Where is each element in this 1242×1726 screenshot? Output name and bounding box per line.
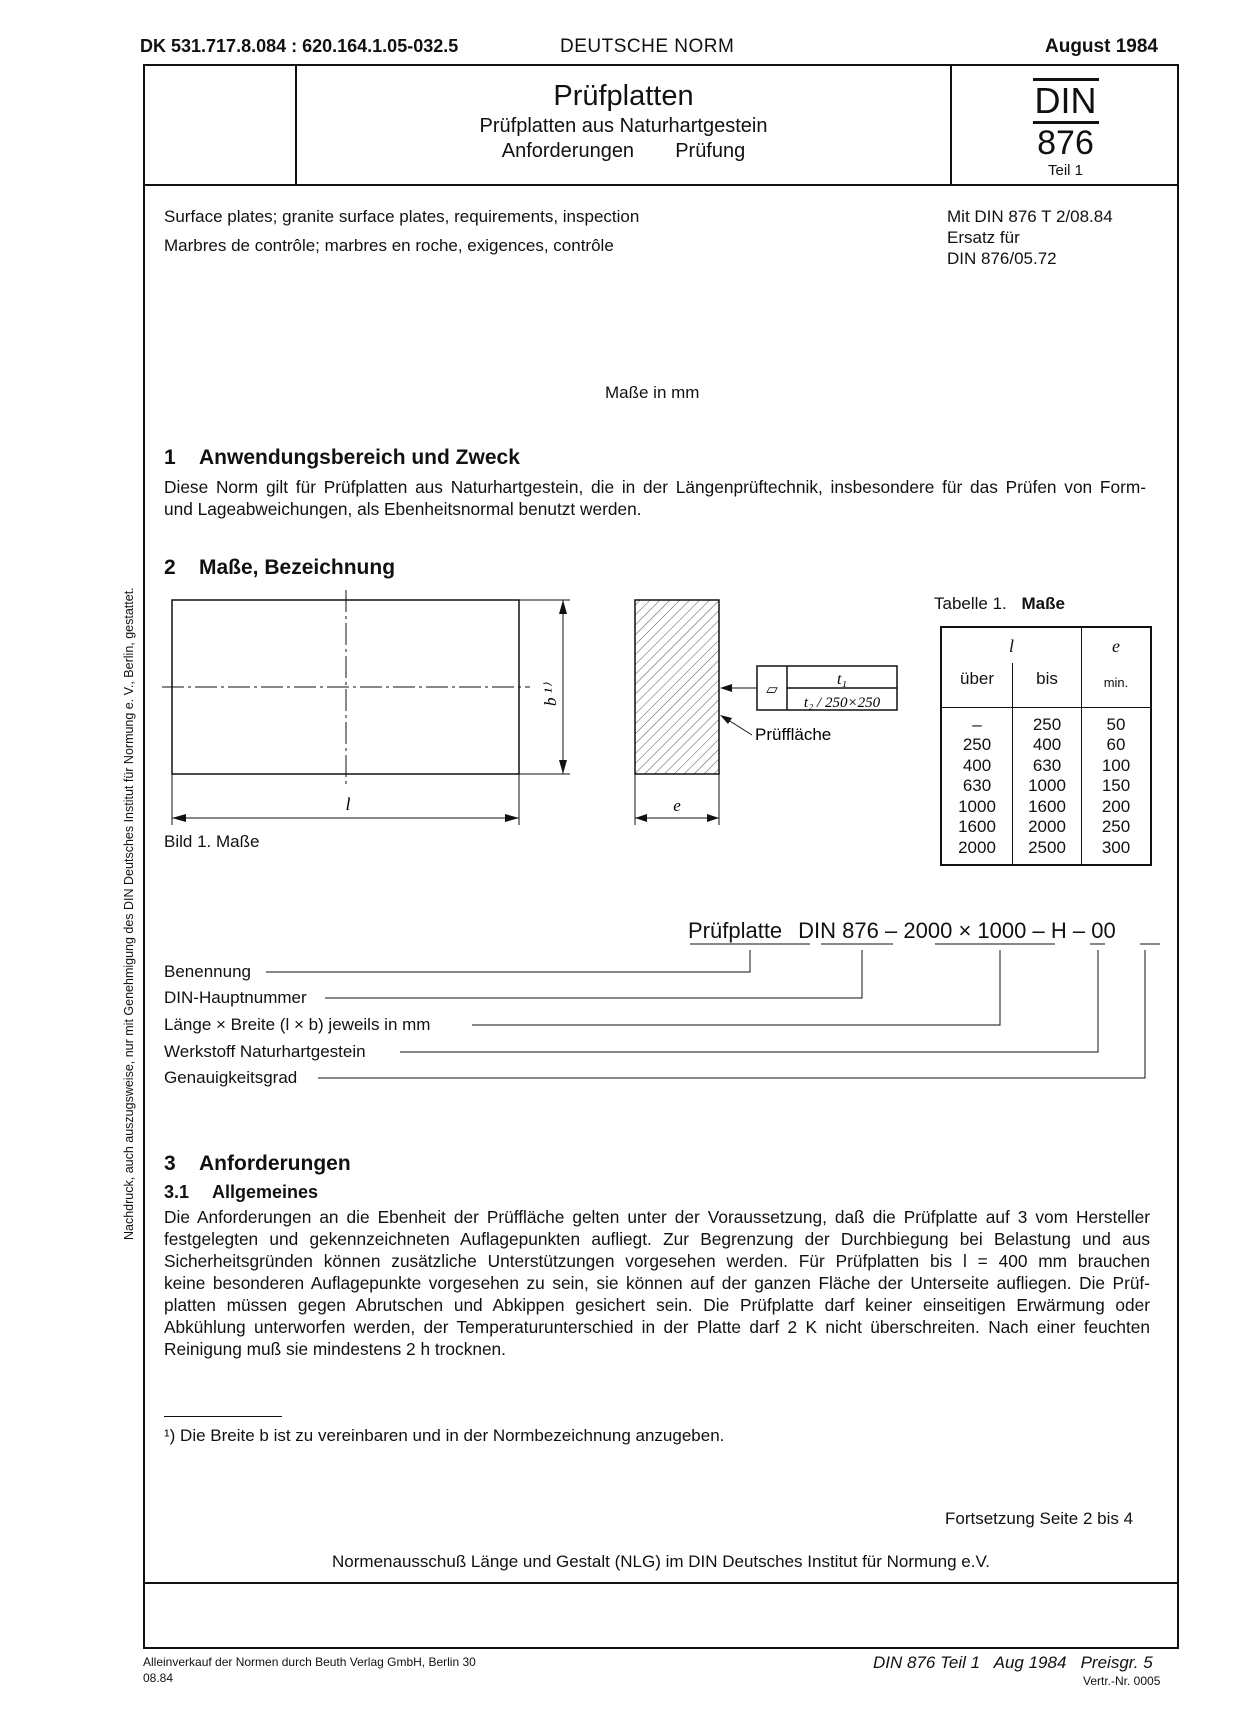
section-1-line-1: Diese Norm gilt für Prüfplatten aus Naturhartgestein, die in der Längenprüftechnik, insbesondere für das Prüfen von Form-	[164, 477, 1146, 497]
figure-1-caption: Bild 1. Maße	[164, 832, 260, 851]
footer-divider	[143, 1582, 1179, 1584]
table-head-e: e	[1082, 627, 1152, 663]
table-head-to: bis	[1013, 663, 1082, 707]
doc-title: Prüfplatten	[553, 80, 694, 112]
label-designation-name: Benennung	[164, 962, 251, 981]
dk-number: DK 531.717.8.084 : 620.164.1.05-032.5	[140, 36, 459, 56]
plate-section-view	[635, 600, 719, 774]
section-2-number: 2	[164, 556, 176, 579]
section-3-line-6: Abkühlung unterworfen werden, der Temperaturunterschied in der Platte darf 2 K nicht überschreiten. Nach einer feuchten	[164, 1317, 1150, 1337]
width-label: b ¹⁾	[541, 683, 560, 707]
replacement-ref: DIN 876/05.72	[947, 249, 1057, 268]
section-3-1-number: 3.1	[164, 1182, 190, 1202]
continuation-note: Fortsetzung Seite 2 bis 4	[945, 1509, 1134, 1528]
section-1-line-2: und Lageabweichungen, als Ebenheitsnormal benutzt werden.	[164, 499, 642, 519]
title-block	[297, 80, 950, 163]
designation-din: DIN 876	[798, 918, 879, 943]
replacement-label: Ersatz für	[947, 228, 1020, 247]
issue-date: August 1984	[1045, 36, 1158, 57]
doc-subtitle-2	[297, 140, 950, 163]
flatness-icon: ▱	[766, 681, 778, 698]
table-head-over: über	[959, 669, 995, 688]
deutsche-norm: DEUTSCHE NORM	[560, 36, 735, 57]
section-3-line-3: Sicherheitsgründen können zusätzliche Unterstützungen vorgesehen werden. Für Prüfplatten bis l = 400 mm brauchen	[164, 1251, 1150, 1271]
din-block	[952, 78, 1179, 179]
label-length-width: Länge × Breite (l × b) jeweils in mm	[164, 1015, 431, 1034]
table-1-dimensions	[940, 626, 1152, 866]
section-2-title: Maße, Bezeichnung	[199, 556, 396, 579]
section-3-line-7: Reinigung muß sie mindestens 2 h trocknen.	[164, 1339, 506, 1359]
section-3-1-text	[164, 1206, 1150, 1360]
designation-dash-3: –	[1072, 918, 1086, 943]
tolerance-t1: t₁	[836, 671, 848, 688]
footnote-rule	[164, 1416, 282, 1417]
label-din-number: DIN-Hauptnummer	[164, 988, 307, 1007]
designation-name: Prüfplatte	[688, 918, 783, 943]
title-french: Marbres de contrôle; marbres en roche, exigences, contrôle	[164, 236, 614, 255]
length-label: l	[345, 794, 351, 814]
title-divider	[143, 184, 1179, 186]
table-col-e-min: 50 60 100 150 200 250 300	[1082, 707, 1152, 865]
inspection-label: Prüfung	[675, 140, 746, 162]
table-col-over: – 250 400 630 1000 1600 2000	[958, 714, 996, 857]
footer-reference: DIN 876 Teil 1 Aug 1984 Preisgr. 5	[873, 1653, 1153, 1672]
designation-dash-2: –	[1032, 918, 1045, 943]
din-number: 876	[1037, 124, 1094, 162]
section-3-title: Anforderungen	[199, 1152, 351, 1175]
section-1-title: Anwendungsbereich und Zweck	[199, 446, 520, 469]
section-3-line-1: Die Anforderungen an die Ebenheit der Prüffläche gelten unter der Voraussetzung, daß die Prüfplatte auf 3 vom Hersteller	[164, 1207, 1150, 1227]
section-3-line-4: keine besonderen Auflagepunkte vorgesehen zu sein, sie können auf der ganzen Fläche der Unterseite aufliegen. Die Prüf-	[164, 1273, 1150, 1293]
with-reference: Mit DIN 876 T 2/08.84	[947, 207, 1113, 226]
units-note: Maße in mm	[605, 383, 700, 402]
thickness-label: e	[673, 796, 681, 815]
label-grade: Genauigkeitsgrad	[164, 1068, 298, 1087]
committee-note: Normenausschuß Länge und Gestalt (NLG) im DIN Deutsches Institut für Normung e.V.	[332, 1552, 990, 1571]
section-3-1-title: Allgemeines	[212, 1182, 319, 1202]
designation-dash-1: –	[885, 918, 898, 943]
test-surface-label: Prüffläche	[755, 725, 832, 744]
table-head-min: min.	[1082, 663, 1152, 707]
table-1-caption	[934, 594, 1065, 614]
table-1-title: Maße	[1021, 594, 1065, 613]
section-3-line-2: festgelegten und gekennzeichneten Auflagepunkten aufliegt. Zur Begrenzung der Durchbiegung bei Belastung und aus	[164, 1229, 1150, 1249]
doc-subtitle: Prüfplatten aus Naturhartgestein	[479, 115, 768, 137]
requirements-label: Anforderungen	[501, 140, 635, 162]
section-1-number: 1	[164, 446, 176, 469]
title-english: Surface plates; granite surface plates, requirements, inspection	[164, 207, 640, 226]
section-1-text	[164, 476, 1146, 520]
reprint-notice: Nachdruck, auch auszugsweise, nur mit Genehmigung des DIN Deutsches Institut für Normung e. V., Berlin, gestattet.	[122, 587, 136, 1240]
designation-size: 2000 × 1000	[903, 918, 1027, 943]
sales-note: Alleinverkauf der Normen durch Beuth Verlag GmbH, Berlin 30	[143, 1655, 476, 1669]
designation-material: H	[1050, 918, 1067, 943]
part-number: Teil 1	[1047, 162, 1084, 179]
designation-grade: 00	[1091, 918, 1116, 943]
label-material: Werkstoff Naturhartgestein	[164, 1042, 366, 1061]
din-logo: DIN	[1033, 78, 1099, 124]
tolerance-t2: t₂ / 250×250	[803, 695, 881, 711]
footer-code: 08.84	[143, 1671, 174, 1685]
figure-1-dimensions	[160, 585, 920, 830]
table-head-length: l	[1008, 636, 1014, 656]
section-3-line-5: platten müssen gegen Abrutschen und Abkippen gesichert sein. Die Prüfplatte darf keiner einseitigen Erwärmung oder	[164, 1295, 1150, 1315]
section-3-number: 3	[164, 1152, 176, 1175]
distribution-number: Vertr.-Nr. 0005	[1083, 1674, 1161, 1688]
footnote: ¹) Die Breite b ist zu vereinbaren und in der Normbezeichnung anzugeben.	[164, 1426, 725, 1445]
table-col-to: 250 400 630 1000 1600 2000 2500	[1013, 707, 1082, 865]
table-1-label: Tabelle 1.	[934, 594, 1007, 613]
